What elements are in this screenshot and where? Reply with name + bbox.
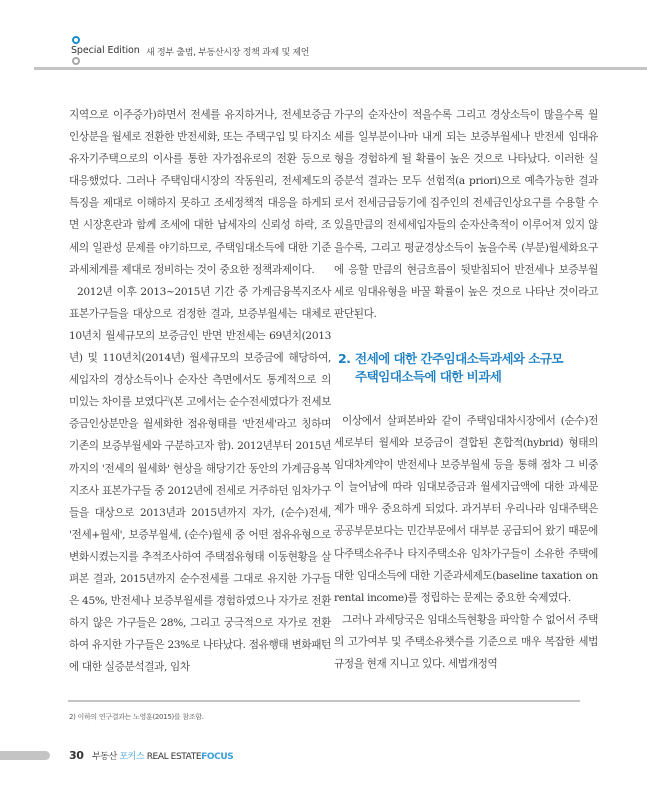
right-column: [334, 104, 598, 675]
circle-bullet-icon: [72, 36, 80, 44]
issue-subtitle: 새 정부 출범, 부동산시장 정책 과제 및 제언: [146, 48, 310, 58]
page-footer: [69, 749, 233, 762]
edition-label: Special Edition: [71, 45, 140, 56]
section-title-line2: 주택임대소득에 대한 비과세: [355, 368, 502, 384]
magazine-name-kr-accent: 포커스: [119, 752, 145, 762]
footnote: 2) 이하의 연구결과는 노영훈(2015)를 참조함.: [69, 713, 204, 721]
section-heading: [334, 350, 598, 386]
footnote-divider: [68, 700, 580, 702]
paragraph-text: (본 고에서는 순수전세였다가 전세보증금인상분만을 월세화한 점유형태를 '반전세'라고 칭하며 기존의 보증부월세와 구분하고자 함). 2012년부터 2015년까지의 '전세의 월세화' 현상을 해당기간 동안의 가계금융복지조사 표본가구들 중 2012년에 전세로 거주하던 임차가구들을 대상으로 2013년과 2015년까지 자가, (순수)전세, '전세+월세', 보증부월세, (순수)월세 중 어떤 점유유형으로 변화시켰는지를 추적조사하여 주택점유형태 이동현황을 살펴본 결과, 2015년까지 순수전세를 그대로 유지한 가구들은 45%, 반전세나 보증부월세를 경험하였으나 자가로 전환하지 않은 가구들은 28%, 그리고 궁극적으로 자가로 전환하여 유지한 가구들은 23%로 나타났다. 점유행태 변화패턴에 대한 실증분석결과, 임차: [69, 396, 331, 674]
footnote-reference[interactable]: 2): [164, 396, 170, 404]
magazine-name-en: REAL ESTATE: [146, 752, 202, 762]
header-divider: [34, 67, 647, 70]
left-column: [69, 104, 331, 678]
body-paragraph: 가구의 순자산이 적을수록 그리고 경상소득이 많을수록 월세를 일부분이나마 내게 되는 보증부월세나 반전세 임대유형을 경험하게 될 확률이 높은 것으로 나타났다. 이러한 실증분석 결과는 모두 선험적(a priori)으로 예측가능한 결과로서 전세금급등기에 집주인의 전세금인상요구를 수용할 수 있을만큼의 전세세입자들의 순자산축적이 이루어져 있지 않을수록, 그리고 평균경상소득이 높을수록 (부분)월세화요구에 응할 만큼의 현금흐름이 뒷받침되어 반전세나 보증부월세로 임대유형을 바꿀 확률이 높은 것으로 나타난 것이라고 판단된다.: [334, 109, 598, 320]
section-title-line1: 전세에 대한 간주임대소득과세와 소규모: [355, 350, 563, 366]
body-paragraph: [69, 281, 331, 679]
paragraph-text: 2012년 이후 2013~2015년 기간 중 가계금융복지조사 표본가구들을 대상으로 검정한 결과, 보증부월세는 대체로 10년치 월세규모의 보증금인 반면 반전세는 69년치(2013년) 및 110년치(2014년) 월세규모의 보증금에 해당하여, 세입자의 경상소득이나 순자산 측면에서도 통계적으로 의미있는 차이를 보였다: [69, 285, 331, 409]
section-number: 2.: [338, 350, 351, 366]
body-paragraph: 이상에서 살펴본바와 같이 주택임대차시장에서 (순수)전세로부터 월세와 보증금이 결합된 혼합적(hybrid) 형태의 임대차계약이 반전세나 보증부월세 등을 통해 점차 그 비중이 늘어남에 따라 임대보증금과 월세지급액에 대한 과세문제가 매우 중요하게 되었다. 과거부터 우리나라 임대주택은 공공부문보다는 민간부문에서 대부분 공급되어 왔기 때문에 다주택소유주나 타지주택소유 임차가구들이 소유한 주택에 대한 임대소득에 대한 기준과세제도(baseline taxation on rental income)를 정립하는 문제는 중요한 숙제였다.: [334, 414, 598, 604]
magazine-name-en-accent: FOCUS: [201, 752, 234, 762]
circle-bullet-icon: [72, 57, 80, 65]
footer-tab-bar: [0, 751, 50, 760]
page-number: 30: [69, 749, 84, 762]
page-header: [0, 0, 647, 70]
body-paragraph: 지역으로 이주증가)하면서 전세를 유지하거나, 전세보증금 인상분을 월세로 전환한 반전세화, 또는 주택구입 및 타지소유자기주택으로의 이사를 통한 자가점유로의 전환 등으로 대응했었다. 그러나 주택임대시장의 작동원리, 전세제도의 특징을 제대로 이해하지 못하고 조세정책적 대응을 하게되면 시장혼란과 함께 조세에 대한 납세자의 신뢰성 하락, 조세의 일관성 문제를 야기하므로, 주택임대소득에 대한 기준과세체계를 제대로 정비하는 것이 중요한 정책과제이다.: [69, 109, 331, 276]
magazine-name-kr: 부동산: [91, 752, 117, 762]
body-paragraph: 그러나 과세당국은 임대소득현황을 파악할 수 없어서 주택의 고가여부 및 주택소유챗수를 기준으로 매우 복잡한 세법규정을 현재 지니고 있다. 세법개정역: [334, 613, 598, 670]
